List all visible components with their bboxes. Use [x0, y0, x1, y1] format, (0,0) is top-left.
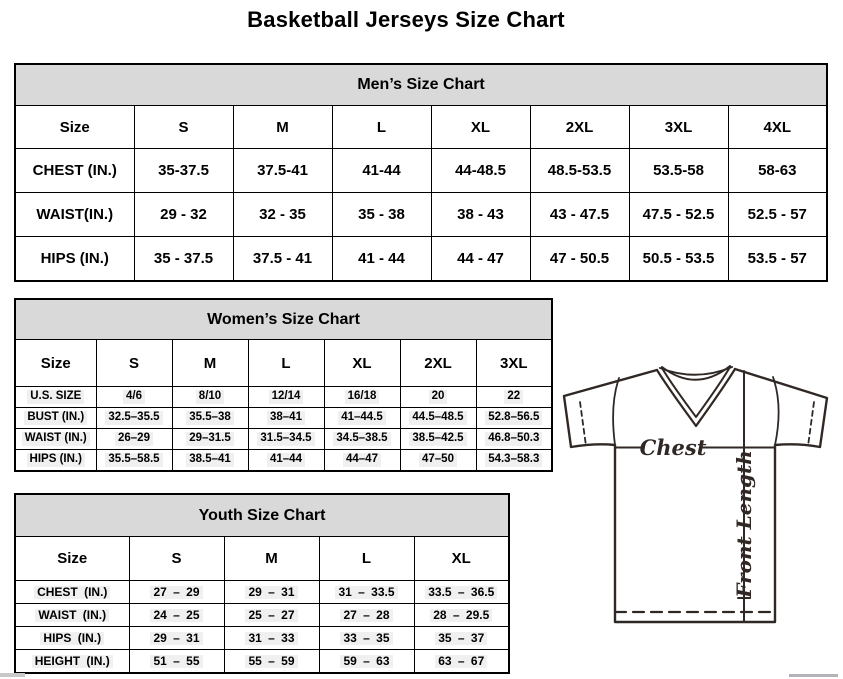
cell-text: 33 – 35	[340, 632, 392, 646]
womens-col-header: Size	[15, 340, 96, 387]
cell-value	[476, 408, 552, 429]
cell-text: 54.3–58.3	[485, 453, 542, 466]
cell-value: 58-63	[728, 149, 827, 193]
cell-text: 31 – 33	[245, 632, 297, 646]
mens-col-header: Size	[15, 106, 134, 149]
table-row	[15, 650, 509, 674]
row-label	[15, 408, 96, 429]
cell-text: 29 – 31	[150, 632, 202, 646]
row-label-text: U.S. SIZE	[27, 390, 84, 403]
cell-value	[129, 581, 224, 604]
row-label-text: HIPS (IN.)	[40, 632, 104, 646]
cell-value	[172, 408, 248, 429]
jersey-cuff-stitch	[580, 402, 586, 446]
cell-value: 47 - 50.5	[530, 237, 629, 282]
cell-value	[400, 408, 476, 429]
mens-table-title: Men’s Size Chart	[15, 64, 827, 106]
cell-text: 34.5–38.5	[333, 432, 390, 445]
cell-value: 53.5 - 57	[728, 237, 827, 282]
row-label	[15, 604, 129, 627]
cell-text: 38.5–41	[186, 453, 234, 466]
table-row	[15, 237, 827, 282]
cell-value	[248, 429, 324, 450]
cell-text: 22	[504, 390, 523, 403]
cell-text: 46.8–50.3	[485, 432, 542, 445]
womens-col-header: XL	[324, 340, 400, 387]
page-title: Basketball Jerseys Size Chart	[247, 7, 565, 32]
cell-text: 4/6	[123, 390, 145, 403]
cell-text: 55 – 59	[245, 655, 297, 669]
scrollbar-fragment-left	[0, 673, 25, 677]
cell-value: 29 - 32	[134, 193, 233, 237]
table-row	[15, 429, 552, 450]
cell-text: 38–41	[267, 411, 305, 424]
cell-text: 24 – 25	[150, 609, 202, 623]
table-row	[15, 64, 827, 106]
jersey-cuff-stitch	[808, 402, 814, 446]
cell-value	[414, 604, 509, 627]
row-label-text: BUST (IN.)	[24, 411, 87, 424]
cell-value	[96, 408, 172, 429]
row-label: HIPS (IN.)	[15, 237, 134, 282]
youth-col-header: M	[224, 537, 319, 581]
cell-value	[224, 581, 319, 604]
cell-value	[248, 450, 324, 472]
mens-col-header: 3XL	[629, 106, 728, 149]
cell-text: 35 – 37	[435, 632, 487, 646]
row-label-text: CHEST (IN.)	[34, 586, 110, 600]
cell-value	[319, 581, 414, 604]
youth-col-header: XL	[414, 537, 509, 581]
jersey-armhole-seam	[613, 378, 619, 445]
scrollbar-fragment-right	[789, 674, 838, 677]
cell-value	[324, 387, 400, 408]
cell-value: 53.5-58	[629, 149, 728, 193]
cell-text: 51 – 55	[150, 655, 202, 669]
row-label	[15, 581, 129, 604]
cell-value	[400, 450, 476, 472]
cell-value	[414, 581, 509, 604]
cell-text: 16/18	[345, 390, 380, 403]
jersey-armhole-seam	[773, 377, 779, 445]
table-row	[15, 581, 509, 604]
jersey-collar-back-arc	[662, 366, 730, 380]
cell-value: 43 - 47.5	[530, 193, 629, 237]
cell-text: 32.5–35.5	[105, 411, 162, 424]
row-label	[15, 429, 96, 450]
table-row	[15, 450, 552, 472]
cell-value: 35 - 37.5	[134, 237, 233, 282]
cell-text: 27 – 28	[340, 609, 392, 623]
cell-text: 41–44	[267, 453, 305, 466]
cell-value	[324, 429, 400, 450]
cell-value	[172, 450, 248, 472]
cell-value	[248, 408, 324, 429]
cell-value	[248, 387, 324, 408]
table-row	[15, 106, 827, 149]
cell-value: 44 - 47	[431, 237, 530, 282]
row-label-text: WAIST (IN.)	[35, 609, 109, 623]
youth-col-header: L	[319, 537, 414, 581]
mens-col-header: 2XL	[530, 106, 629, 149]
table-row	[15, 299, 552, 340]
cell-value	[324, 408, 400, 429]
cell-value: 41-44	[332, 149, 431, 193]
cell-text: 35.5–58.5	[105, 453, 162, 466]
cell-value	[96, 450, 172, 472]
cell-text: 31 – 33.5	[335, 586, 397, 600]
cell-text: 52.8–56.5	[485, 411, 542, 424]
table-row	[15, 408, 552, 429]
cell-value	[400, 387, 476, 408]
cell-value	[319, 627, 414, 650]
youth-size-table	[14, 493, 510, 674]
mens-col-header: L	[332, 106, 431, 149]
cell-value	[129, 627, 224, 650]
cell-value	[129, 604, 224, 627]
cell-value	[319, 604, 414, 627]
youth-col-header: S	[129, 537, 224, 581]
cell-value	[476, 387, 552, 408]
cell-text: 44.5–48.5	[409, 411, 466, 424]
cell-text: 31.5–34.5	[257, 432, 314, 445]
cell-text: 26–29	[115, 432, 153, 445]
cell-text: 44–47	[343, 453, 381, 466]
row-label	[15, 387, 96, 408]
mens-size-table	[14, 63, 828, 282]
cell-text: 38.5–42.5	[409, 432, 466, 445]
cell-value: 50.5 - 53.5	[629, 237, 728, 282]
cell-value: 47.5 - 52.5	[629, 193, 728, 237]
cell-text: 59 – 63	[340, 655, 392, 669]
cell-value: 48.5-53.5	[530, 149, 629, 193]
jersey-measurement-diagram	[556, 358, 838, 630]
youth-col-header: Size	[15, 537, 129, 581]
cell-text: 28 – 29.5	[430, 609, 492, 623]
cell-value	[129, 650, 224, 674]
cell-value	[224, 650, 319, 674]
table-row	[15, 494, 509, 537]
cell-value	[400, 429, 476, 450]
womens-size-table	[14, 298, 553, 472]
cell-value	[224, 627, 319, 650]
chest-label: Chest	[639, 435, 707, 460]
table-row	[15, 387, 552, 408]
cell-value: 32 - 35	[233, 193, 332, 237]
row-label-text: HEIGHT (IN.)	[32, 655, 113, 669]
mens-col-header: M	[233, 106, 332, 149]
cell-value	[96, 387, 172, 408]
cell-value	[172, 387, 248, 408]
womens-col-header: S	[96, 340, 172, 387]
cell-value	[324, 450, 400, 472]
jersey-outline	[564, 369, 827, 622]
cell-text: 29 – 31	[245, 586, 297, 600]
cell-value	[224, 604, 319, 627]
cell-value	[172, 429, 248, 450]
cell-value	[414, 650, 509, 674]
cell-text: 35.5–38	[186, 411, 234, 424]
cell-value	[476, 450, 552, 472]
table-row	[15, 340, 552, 387]
youth-table-title: Youth Size Chart	[15, 494, 509, 537]
table-row	[15, 627, 509, 650]
cell-text: 29–31.5	[186, 432, 234, 445]
cell-text: 41–44.5	[338, 411, 386, 424]
cell-value	[476, 429, 552, 450]
womens-table-title: Women’s Size Chart	[15, 299, 552, 340]
cell-value	[319, 650, 414, 674]
row-label-text: WAIST (IN.)	[22, 432, 90, 445]
row-label	[15, 450, 96, 472]
cell-text: 12/14	[269, 390, 304, 403]
womens-col-header: M	[172, 340, 248, 387]
cell-text: 25 – 27	[245, 609, 297, 623]
table-row	[15, 604, 509, 627]
cell-value	[96, 429, 172, 450]
womens-col-header: L	[248, 340, 324, 387]
table-row	[15, 537, 509, 581]
cell-value: 35-37.5	[134, 149, 233, 193]
cell-value: 37.5 - 41	[233, 237, 332, 282]
cell-value: 35 - 38	[332, 193, 431, 237]
table-row	[15, 193, 827, 237]
cell-value	[414, 627, 509, 650]
womens-col-header: 3XL	[476, 340, 552, 387]
mens-col-header: S	[134, 106, 233, 149]
cell-text: 20	[429, 390, 448, 403]
cell-value: 38 - 43	[431, 193, 530, 237]
mens-col-header: 4XL	[728, 106, 827, 149]
cell-value: 52.5 - 57	[728, 193, 827, 237]
cell-text: 63 – 67	[435, 655, 487, 669]
cell-value: 44-48.5	[431, 149, 530, 193]
row-label: WAIST(IN.)	[15, 193, 134, 237]
cell-text: 47–50	[419, 453, 457, 466]
table-row	[15, 149, 827, 193]
cell-value: 41 - 44	[332, 237, 431, 282]
womens-col-header: 2XL	[400, 340, 476, 387]
mens-col-header: XL	[431, 106, 530, 149]
cell-text: 8/10	[196, 390, 224, 403]
cell-text: 27 – 29	[150, 586, 202, 600]
row-label-text: HIPS (IN.)	[27, 453, 85, 466]
cell-text: 33.5 – 36.5	[425, 586, 497, 600]
front-length-label: Front Length	[732, 450, 756, 598]
row-label: CHEST (IN.)	[15, 149, 134, 193]
row-label	[15, 650, 129, 674]
row-label	[15, 627, 129, 650]
cell-value: 37.5-41	[233, 149, 332, 193]
